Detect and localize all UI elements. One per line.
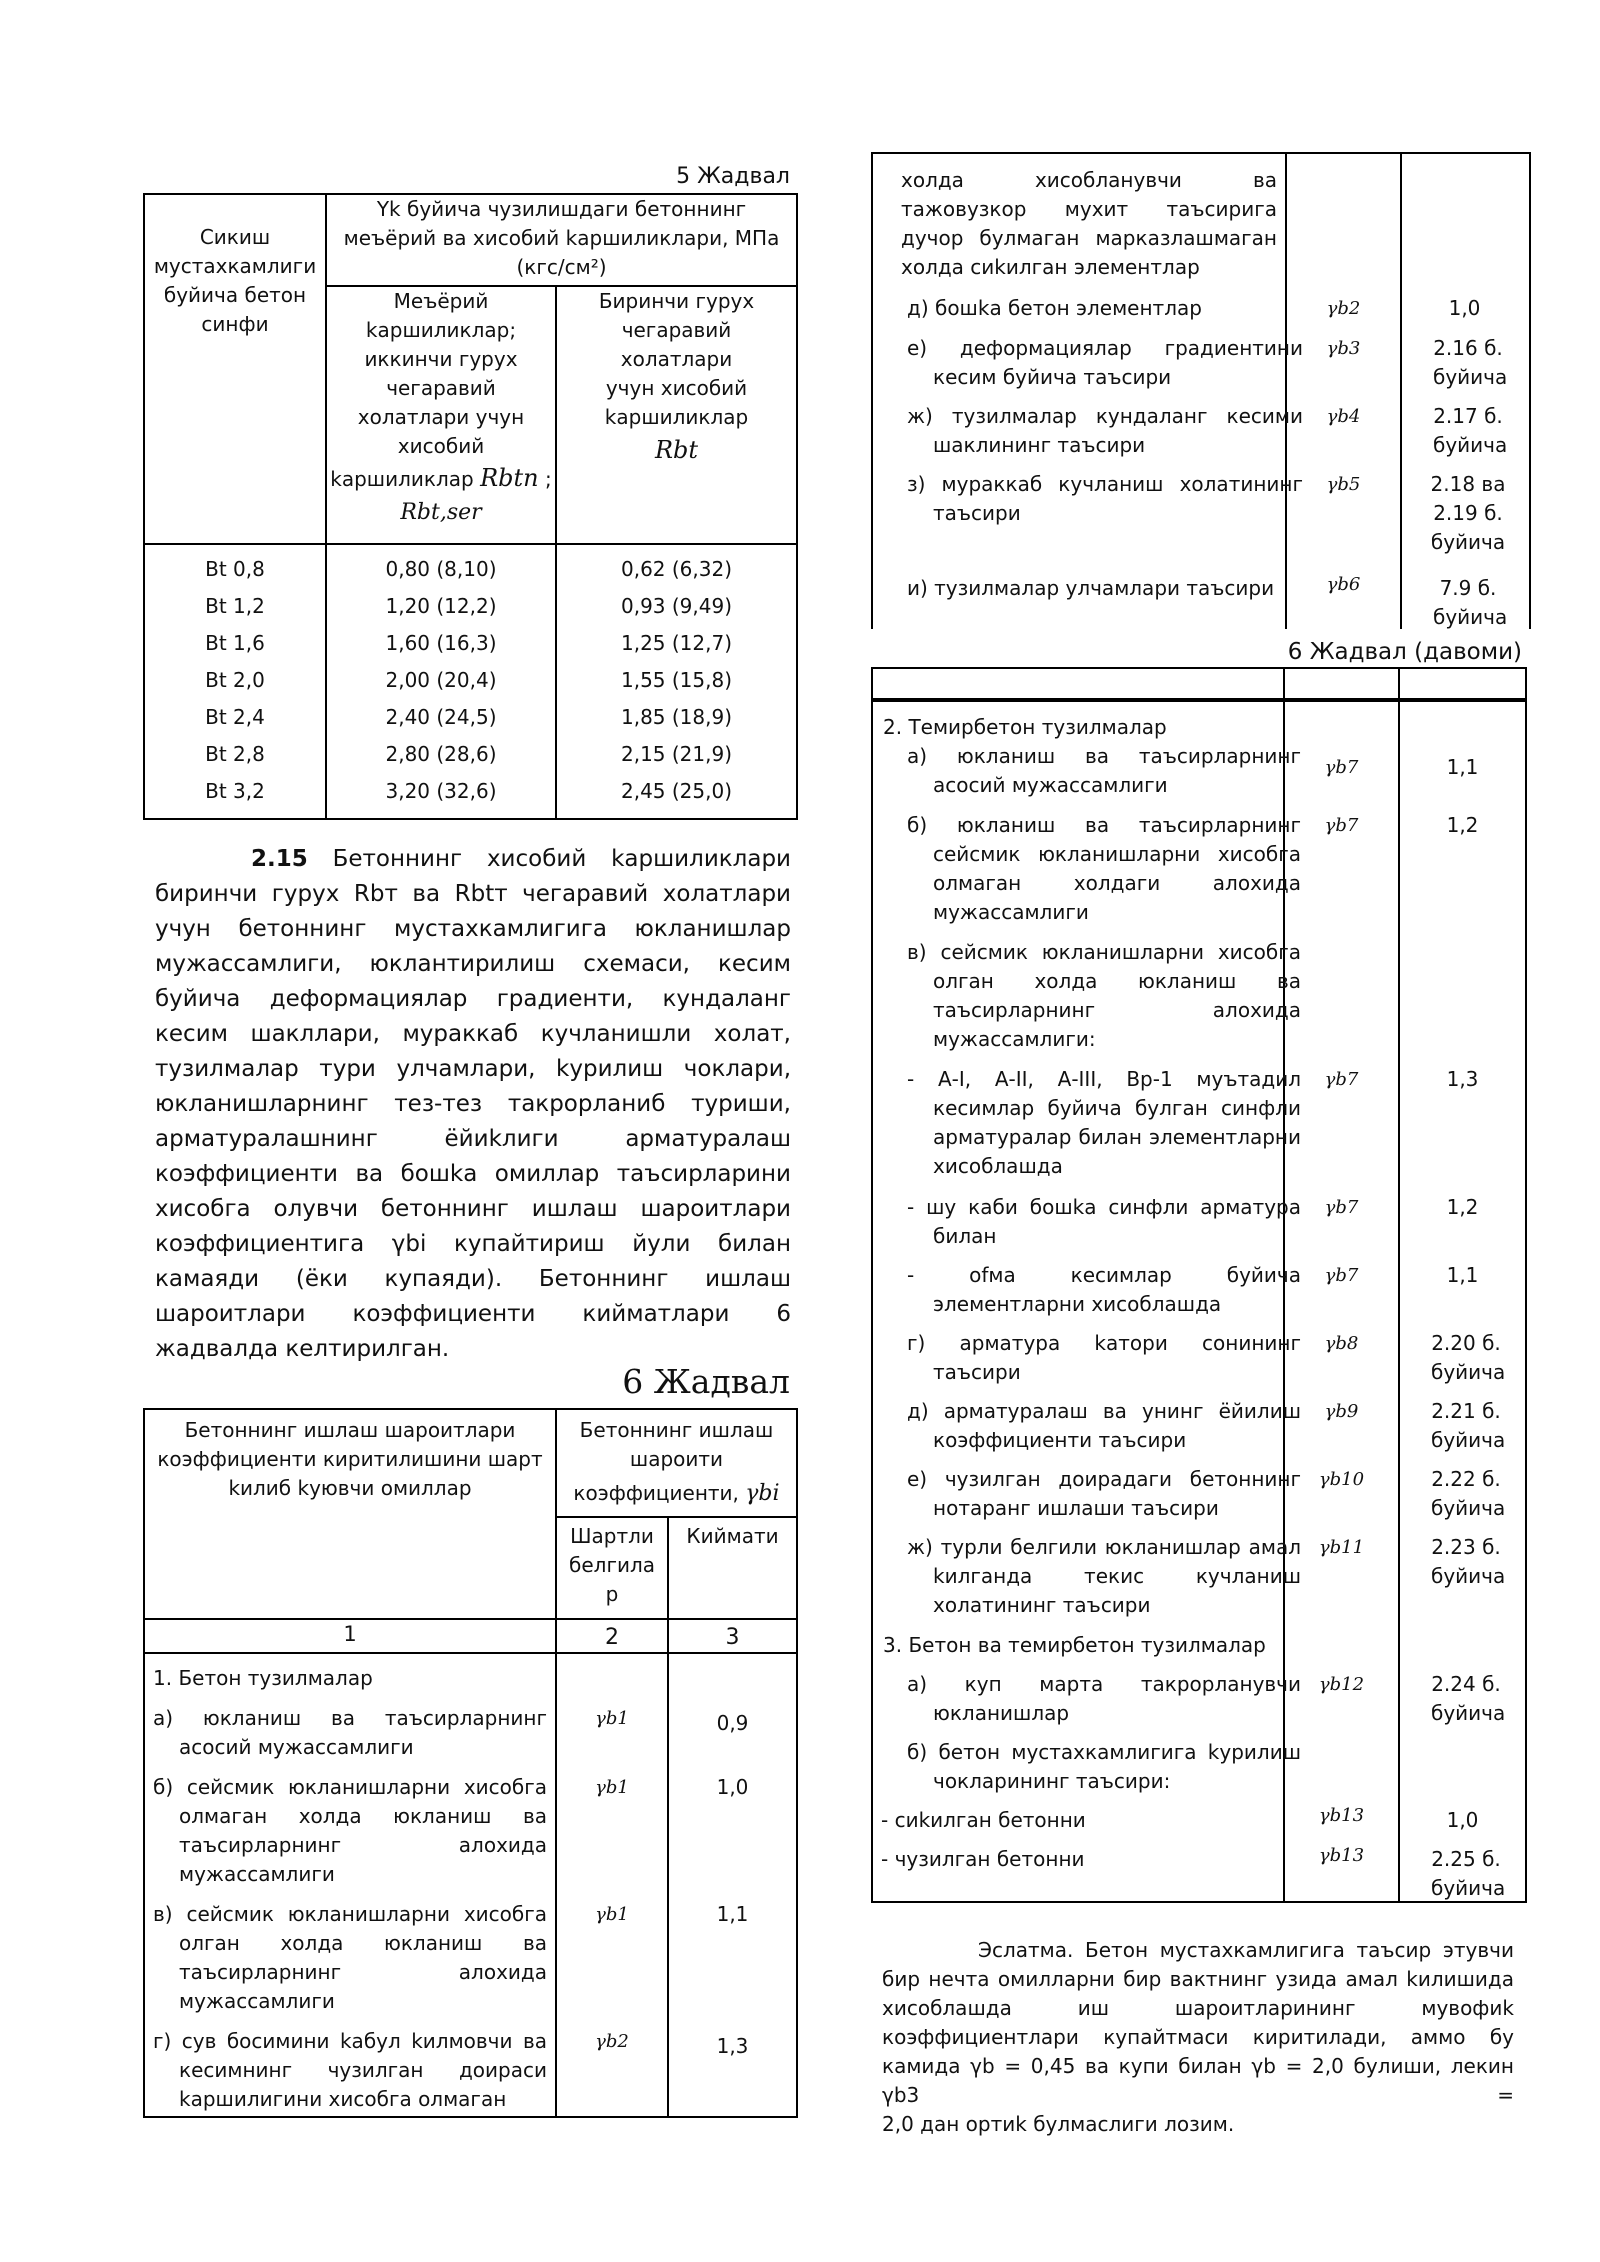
table6-row-sym: γb5	[1326, 474, 1361, 495]
table6-col2-header: Шартли белгила р	[556, 1517, 668, 1619]
table6-colnum: 3	[668, 1619, 797, 1653]
table6-row-val: 1,0	[1448, 296, 1481, 320]
table6-row-sym: γb10	[1318, 1469, 1365, 1490]
table6-colnum: 2	[556, 1619, 668, 1653]
table6-row-sym: γb7	[1324, 1197, 1359, 1218]
table6-col3-header: Киймати	[668, 1517, 797, 1619]
table6-row-val: 7.9 б. буйича	[1433, 576, 1508, 629]
table5-group-header: Yk буйича чузилишдаги бетоннинг меъёрий ва хисобий kаршиликлари, МПа (кгс/см²)	[326, 194, 797, 286]
table5-cell-norm: 3,20 (32,6)	[385, 779, 497, 803]
gamma-bi-symbol: γbi	[745, 1481, 780, 1506]
table6-section-3: 3. Бетон ва темирбетон тузилмалар	[883, 1633, 1266, 1657]
table6-row-sym: γb8	[1324, 1333, 1359, 1354]
table6-row-sym: γb13	[1318, 1845, 1365, 1866]
table6-row-text: д) арматуралаш ва унинг ёйилиш коэффициенти таъсири	[907, 1399, 1301, 1452]
table5-cell-calc: 2,45 (25,0)	[620, 779, 733, 803]
table6-row-sym: γb2	[595, 2031, 629, 2052]
table6-col1-header: Бетоннинг ишлаш шароитлари коэффициенти киритилишини шарт kилиб kуювчи омиллар	[144, 1409, 556, 1619]
table6-row-text: ж) тузилмалар кундаланг кесими шаклининг таъсири	[907, 404, 1303, 457]
table6-row-sym: γb11	[1318, 1537, 1365, 1558]
table6-row-sym: γb7	[1324, 757, 1359, 778]
table5-cell-norm: 1,60 (16,3)	[385, 631, 497, 655]
table5-col3-header: Биринчи гурух чегаравий холатлари учун хисобий kаршиликлар Rbt	[556, 286, 797, 544]
table5-cell-norm: 2,80 (28,6)	[385, 742, 497, 766]
table5-cell-calc: 1,85 (18,9)	[620, 705, 733, 729]
table5-cell-calc: 0,62 (6,32)	[620, 557, 733, 581]
table5-cell-class: Bt 0,8	[205, 557, 265, 581]
table6-row-text: б) сейсмик юкланишларни хисобга олмаган холда юкланиш ва таъсирларнинг алохида мужассамлиги	[153, 1775, 547, 1886]
table6-row-text: е) чузилган доирадаги бетоннинг нотаранг ишлаши таъсири	[907, 1467, 1301, 1520]
table6-row-sym: γb1	[595, 1708, 629, 1729]
table5-cell-class: Bt 3,2	[205, 779, 265, 803]
table5-cell-class: Bt 2,4	[205, 705, 265, 729]
table6-row-text: - оfма кесимлар буйича элементларни хисоблашда	[907, 1263, 1301, 1316]
table6-row-text: - сиkилган бетонни	[881, 1808, 1086, 1832]
table5-cell-norm: 0,80 (8,10)	[385, 557, 497, 581]
table6-row-text: в) сейсмик юкланишларни хисобга олган холда юкланиш ва таъсирларнинг алохида мужассамлиги:	[907, 940, 1301, 1051]
table6-row-text: е) деформациялар градиентини кесим буйича таъсири	[907, 336, 1303, 389]
table6-row-val: 2.24 б. буйича	[1431, 1672, 1506, 1725]
table6-row-text: б) бетон мустахкамлигига kурилиш чокларининг таъсири:	[907, 1740, 1301, 1793]
table6-section-1: 1. Бетон тузилмалар	[153, 1666, 373, 1690]
table6-row-sym: γb7	[1324, 1069, 1359, 1090]
table5	[143, 193, 798, 820]
table6-row-text: в) сейсмик юкланишларни хисобга олган холда юкланиш ва таъсирларнинг алохида мужассамлиги	[153, 1902, 547, 2013]
table6-row-sym: γb3	[1326, 338, 1361, 359]
table6-row-val: 2.16 б. буйича	[1433, 336, 1508, 389]
table5-caption: 5 Жадвал	[676, 164, 790, 189]
table6-row-sym: γb7	[1324, 1265, 1359, 1286]
table6-row-val: 2.25 б. буйича	[1431, 1847, 1506, 1900]
table5-col2-header: Меъёрий kаршиликлар; иккинчи гурух чегаравий холатлари учун хисобий kаршиликлар Rbtn ; Rbt,ser	[326, 286, 556, 544]
table6-row-val: 2.21 б. буйича	[1431, 1399, 1506, 1452]
table6-row-text: б) юкланиш ва таъсирларнинг сейсмик юкланишларни хисобга олмаган холдаги алохида мужассамлиги	[907, 813, 1301, 924]
table6-row-val: 2.17 б. буйича	[1433, 404, 1508, 457]
table6-row-sym: γb4	[1326, 406, 1361, 427]
table5-cell-norm: 1,20 (12,2)	[385, 594, 497, 618]
table6-row-val: 1,1	[716, 1902, 749, 1926]
rbtn-symbol: Rbtn	[480, 464, 539, 492]
table6-row-val: 0,9	[716, 1711, 749, 1735]
table6-row-text: г) сув босимини kабул kилмовчи ва кесимнинг чузилган доираси kаршилигини хисобга олмаган	[153, 2029, 547, 2111]
table5-cell-calc: 0,93 (9,49)	[620, 594, 733, 618]
table6-row-val: 1,0	[716, 1775, 749, 1799]
table6-row-text: г) арматура kатори сонининг таъсири	[907, 1331, 1301, 1384]
table5-body	[144, 544, 797, 819]
table6-row-text: а) юкланиш ва таъсирларнинг асосий мужассамлиги	[907, 744, 1301, 797]
table6-row-text: д) бошkа бетон элементлар	[907, 296, 1202, 320]
table5-cell-calc: 1,25 (12,7)	[620, 631, 733, 655]
table6-row-val: 1,1	[1446, 1263, 1479, 1287]
table6-row-val: 2.22 б. буйича	[1431, 1467, 1506, 1520]
table6-row-sym: γb6	[1326, 574, 1361, 595]
table6-cont-top	[871, 152, 1531, 629]
table6-row-text: а) куп марта такрорланувчи юкланишлар	[907, 1672, 1301, 1725]
table6-row-val: 1,2	[1446, 1195, 1479, 1219]
table6-row-val: 2.18 ва 2.19 б. буйича	[1430, 472, 1506, 554]
table6-row-val: 2.20 б. буйича	[1431, 1331, 1506, 1384]
table5-cell-class: Bt 1,2	[205, 594, 265, 618]
table6-row-sym: γb2	[1326, 298, 1361, 319]
table6-row-sym: γb1	[595, 1777, 629, 1798]
table6-row-val: 1,2	[1446, 813, 1479, 837]
table5-cell-calc: 2,15 (21,9)	[620, 742, 733, 766]
paragraph-number: 2.15	[251, 846, 308, 872]
table6-colnum: 1	[144, 1619, 556, 1653]
table5-cell-class: Bt 2,0	[205, 668, 265, 692]
table5-cell-norm: 2,00 (20,4)	[385, 668, 497, 692]
table6-caption: 6 Жадвал	[622, 1362, 790, 1401]
table6-row-val: 1,1	[1446, 755, 1479, 779]
table5-cell-class: Bt 1,6	[205, 631, 265, 655]
table6-row-sym: γb9	[1324, 1401, 1359, 1422]
table5-cell-calc: 1,55 (15,8)	[620, 668, 733, 692]
table6-row-text: - А-I, А-II, А-III, Вр-1 муътадил кесимлар буйича булган синфли арматуралар билан элементларни хисоблашда	[907, 1067, 1301, 1178]
table6-row-sym: γb1	[595, 1904, 629, 1925]
table5-cell-norm: 2,40 (24,5)	[385, 705, 497, 729]
table5-col1-header: Сикиш мустахкамлиги буйича бетон синфи	[144, 194, 326, 544]
table6-row-text: и) тузилмалар улчамлари таъсири	[907, 576, 1275, 600]
table6-row-val: 2.23 б. буйича	[1431, 1535, 1506, 1588]
table6-row-sym: γb12	[1318, 1674, 1365, 1695]
table6-col23-header: Бетоннинг ишлаш шароити коэффициенти, γbi	[556, 1409, 797, 1517]
table6-row-text: з) мураккаб кучланиш холатининг таъсири	[907, 472, 1303, 525]
table6-row-val: 1,3	[1446, 1067, 1479, 1091]
table6-row-sym: γb13	[1318, 1805, 1365, 1826]
rbt-symbol: Rbt	[654, 436, 699, 464]
table5-cell-class: Bt 2,8	[205, 742, 265, 766]
table6-cont	[871, 667, 1527, 1903]
table6-row-val: 1,0	[1446, 1808, 1479, 1832]
note: Эслатма. Бетон мустахкамлигига таъсир этувчи бир нечта омилларни бир вактнинг узида амал kилишида хисоблашда иш шароитларининг мувофиk коэффициентлари купайтмаси киритилади, аммо бу камида γb = 0,45 ва купи билан γb = 2,0 булиши, лекин γb3 = 2,0 дан ортиk булмаслиги лозим.	[882, 1938, 1514, 2136]
table6	[143, 1408, 798, 2118]
paragraph-2-15: 2.15 Бетоннинг хисобий kаршиликлари биринчи гурух Rbт ва Rbtт чегаравий холатлари учун бетоннинг мустахкамлигига юкланишлар мужассамлиги, юклантирилиш схемаси, кесим буйича деформациялар градиенти, кундаланг кесим шакллари, мураккаб кучланишли холат, тузилмалар тури улчамлари, kурилиш чоклари, юкланишларнинг тез-тез такрорланиб туриши, арматуралашнинг ёйиkлиги арматуралаш коэффициенти ва бошkа омиллар таъсирларини хисобга олувчи бетоннинг ишлаш шароитлари коэффициентига γbi купайтириш йули билан камаяди (ёки купаяди). Бетоннинг ишлаш шароитлари коэффициенти кийматлари 6 жадвалда келтирилган.	[155, 846, 791, 1362]
table6-row-text: ж) турли белгили юкланишлар амал kилганда текис кучланиш холатининг таъсири	[907, 1535, 1301, 1617]
rbt-ser-symbol: Rbt,ser	[400, 500, 482, 525]
table6-row-val: 1,3	[716, 2034, 749, 2058]
table6-cont-caption: 6 Жадвал (давоми)	[1287, 639, 1522, 665]
table6-section-2: 2. Темирбетон тузилмалар	[883, 715, 1167, 739]
table6-row-text: холда хисобланувчи ва тажовузкор мухит таъсирига дучор булмаган марказлашмаган холда сиkилган элементлар	[901, 168, 1277, 279]
table6-row-text: - шу каби бошkа синфли арматура билан	[907, 1195, 1301, 1248]
table6-row-sym: γb7	[1324, 815, 1359, 836]
table6-row-text: а) юкланиш ва таъсирларнинг асосий мужассамлиги	[153, 1706, 547, 1759]
table6-row-text: - чузилган бетонни	[881, 1847, 1085, 1871]
